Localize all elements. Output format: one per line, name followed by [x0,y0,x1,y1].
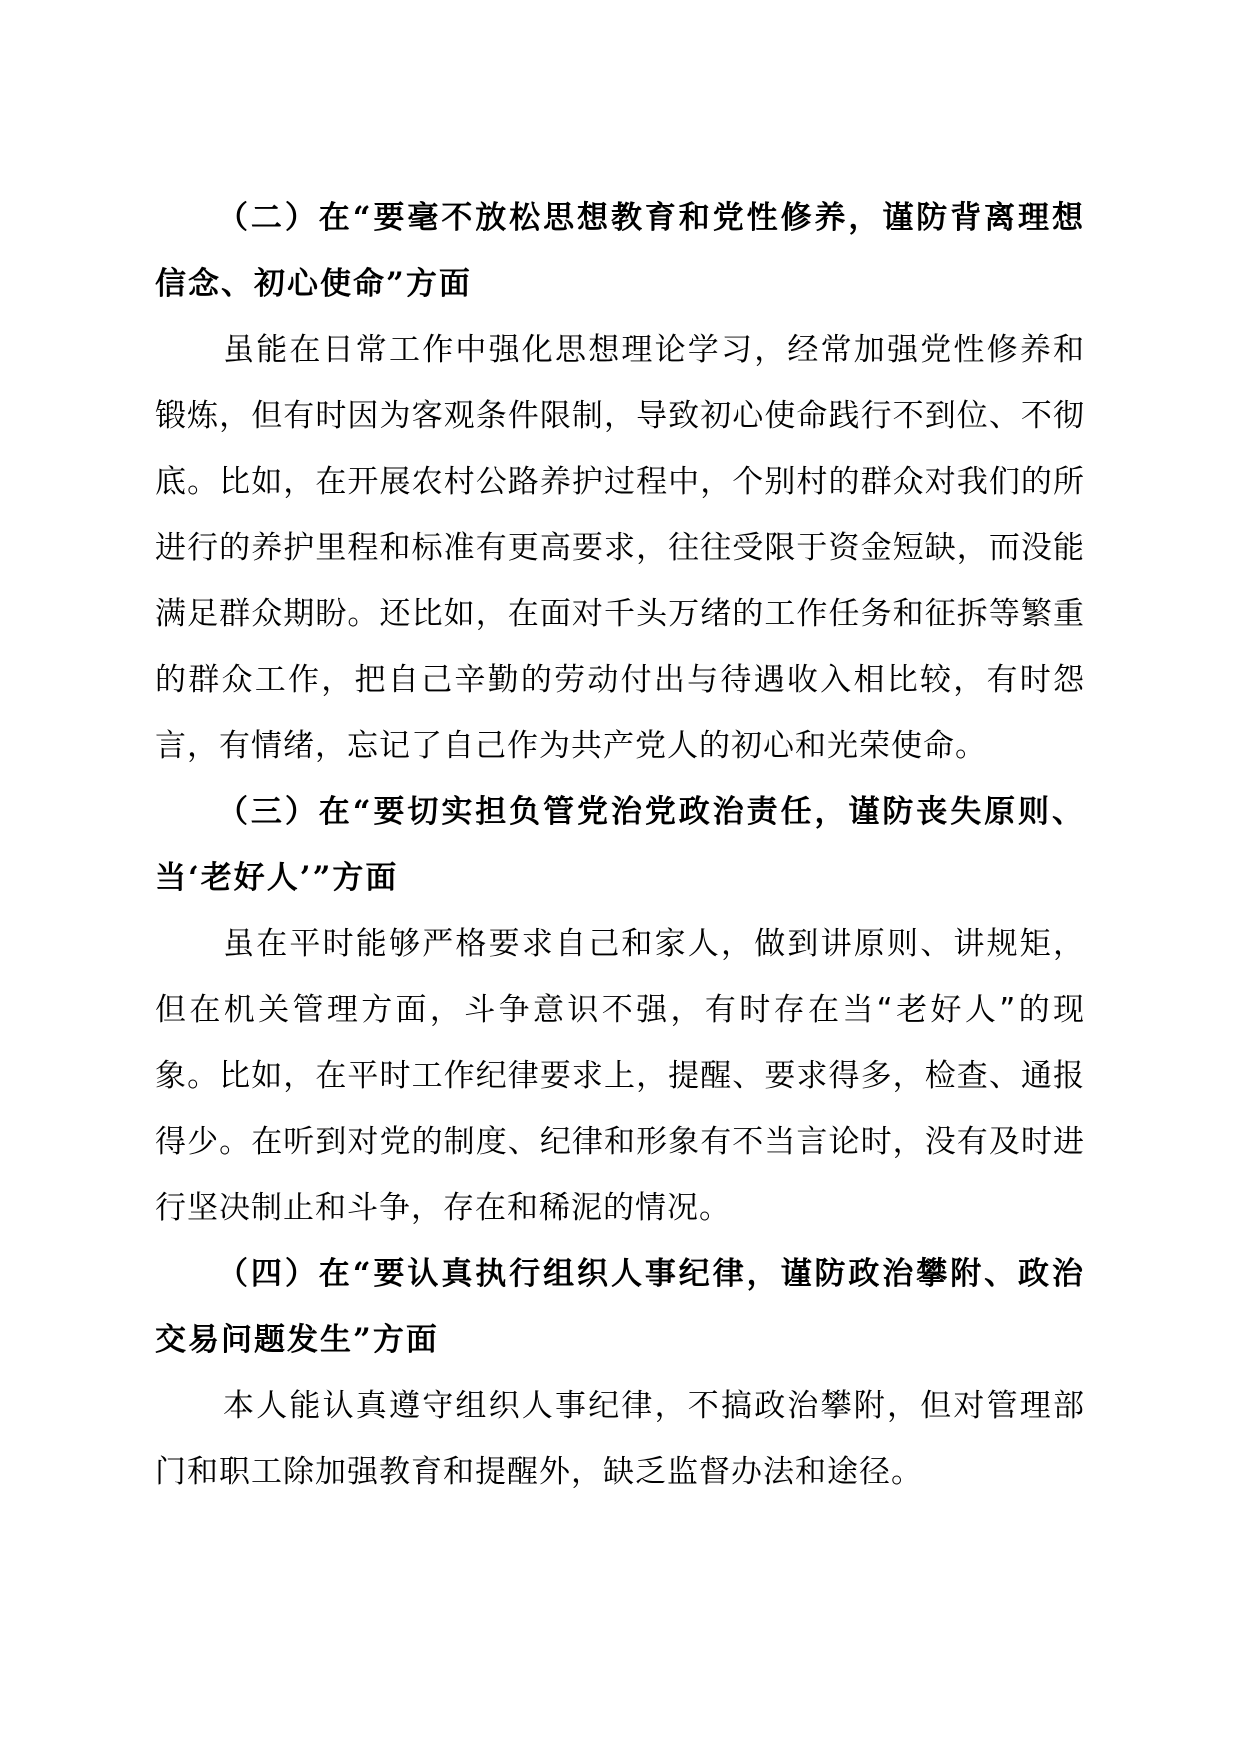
section-body-2: 虽能在日常工作中强化思想理论学习，经常加强党性修养和锻炼，但有时因为客观条件限制，导致初心使命践行不到位、不彻底。比如，在开展农村公路养护过程中，个别村的群众对我们的所进行的养护里程和标准有更高要求，往往受限于资金短缺，而没能满足群众期盼。还比如，在面对千头万绪的工作任务和征拆等繁重的群众工作，把自己辛勤的劳动付出与待遇收入相比较，有时怨言，有情绪，忘记了自己作为共产党人的初心和光荣使命。 [155,332,1085,764]
section-heading-3: （三）在“要切实担负管党治党政治责任，谨防丧失原则、当‘老好人’”方面 [155,794,1085,896]
section-heading-2: （二）在“要毫不放松思想教育和党性修养，谨防背离理想信念、初心使命”方面 [155,200,1085,302]
section-heading-4: （四）在“要认真执行组织人事纪律，谨防政治攀附、政治交易问题发生”方面 [155,1256,1085,1358]
document-page [155,185,1085,1505]
section-body-4: 本人能认真遵守组织人事纪律，不搞政治攀附，但对管理部门和职工除加强教育和提醒外，缺乏监督办法和途径。 [155,1388,1085,1490]
section-body-3: 虽在平时能够严格要求自己和家人，做到讲原则、讲规矩，但在机关管理方面，斗争意识不强，有时存在当“老好人”的现象。比如，在平时工作纪律要求上，提醒、要求得多，检查、通报得少。在听到对党的制度、纪律和形象有不当言论时，没有及时进行坚决制止和斗争，存在和稀泥的情况。 [155,926,1085,1226]
